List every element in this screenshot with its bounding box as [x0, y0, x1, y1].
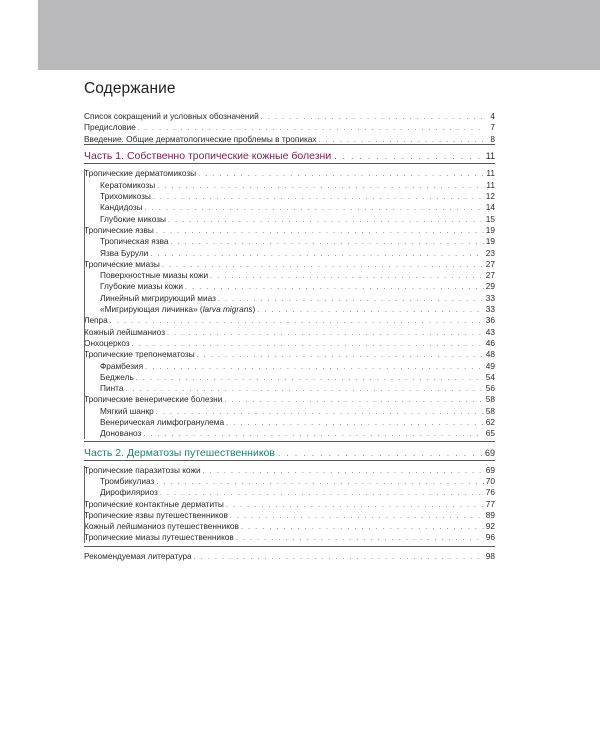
toc-entry[interactable]: [84, 258, 495, 270]
toc-entry-title: Трихомикозы: [100, 191, 151, 201]
toc-entry-page: 48: [485, 349, 495, 360]
section-rule: [84, 460, 495, 461]
toc-entry[interactable]: [84, 247, 495, 259]
toc-entry[interactable]: [84, 201, 495, 213]
toc-entry-page: 23: [485, 247, 495, 258]
toc-entry-title: Беджель: [100, 371, 134, 382]
toc-entry-page: 98: [485, 550, 495, 561]
toc-entry[interactable]: [84, 382, 495, 394]
toc-entry-title: Кератомикозы: [100, 179, 156, 190]
section-rule: [84, 144, 495, 145]
toc-entry[interactable]: [84, 110, 495, 122]
toc-entry-title: Тропические паразитозы кожи: [84, 464, 201, 475]
toc-entry[interactable]: [84, 235, 495, 247]
dot-leader: [143, 429, 483, 441]
toc-entry-title: Тропические трепонематозы: [84, 349, 195, 360]
toc-entry[interactable]: [84, 213, 495, 225]
toc-entry[interactable]: [84, 167, 495, 179]
toc-entry-title: Поверхностные миазы кожи: [100, 270, 209, 281]
part-title: Часть 2. Дерматозы путешественников: [84, 446, 275, 459]
toc-entry[interactable]: [84, 486, 495, 498]
toc-entry-page: 19: [485, 224, 495, 235]
toc-entry[interactable]: [84, 464, 495, 476]
toc-entry-title: Фрамбезия: [100, 360, 144, 371]
indent-guide: [84, 169, 85, 438]
toc-entry-title: Рекомендуемая литература: [84, 550, 192, 561]
part-page: 11: [485, 151, 495, 162]
toc-entry-page: 43: [485, 326, 495, 337]
toc-entry-title: Онхоцеркоз: [84, 337, 130, 348]
toc-entry-page: 33: [485, 304, 495, 314]
dot-leader: [236, 533, 484, 545]
toc-entry-page: 36: [485, 315, 495, 326]
toc-entry[interactable]: [84, 427, 495, 439]
toc-entry[interactable]: [84, 179, 495, 191]
toc-entry-title: Тропические контактные дерматиты: [84, 498, 224, 509]
toc-entry[interactable]: [84, 292, 495, 304]
toc-entry-page: 12: [485, 191, 495, 201]
toc-entry-title: Венерическая лимфогранулема: [100, 417, 225, 427]
toc-entry-page: 27: [485, 270, 495, 281]
toc-entry-title: Тропическая язва: [100, 236, 169, 247]
toc-entry[interactable]: [84, 550, 495, 562]
part-page: 69: [484, 447, 495, 458]
toc-entry[interactable]: [84, 337, 495, 349]
section-rule: [84, 441, 495, 442]
toc-entry-page: 27: [485, 258, 495, 269]
toc-entry-page: 15: [485, 213, 495, 224]
toc-entry-page: 19: [485, 236, 495, 247]
toc-entry-page: 58: [485, 405, 495, 416]
toc-entry-page: 58: [485, 394, 495, 405]
toc-entry-title: Список сокращений и условных обозначений: [84, 111, 259, 121]
toc-entry-title: Кандидозы: [100, 202, 143, 213]
toc-entry-page: 49: [485, 360, 495, 371]
toc-entry-title: «Мигрирующая личинка» (larva migrans): [100, 304, 256, 314]
toc-entry[interactable]: [84, 348, 495, 360]
toc-entry-title: Кожный лейшманиоз: [84, 326, 165, 337]
toc-entry[interactable]: [84, 360, 495, 372]
toc-entry[interactable]: [84, 224, 495, 236]
page-title: Содержание: [84, 80, 176, 97]
toc-entry-page: 11: [486, 168, 495, 179]
toc-entry-title: Линейный мигрирующий миаз: [100, 292, 216, 303]
section-rule: [84, 546, 495, 547]
toc-entry-page: 4: [490, 111, 495, 121]
toc-entry-page: 76: [485, 487, 495, 498]
toc-entry[interactable]: [84, 326, 495, 338]
toc-entry[interactable]: [84, 303, 495, 315]
toc-entry[interactable]: [84, 509, 495, 521]
indent-guide: [84, 466, 85, 543]
toc-entry-title: Тропические миазы: [84, 258, 160, 269]
toc-entry[interactable]: [84, 371, 495, 383]
toc-entry[interactable]: [84, 405, 495, 417]
toc-entry-title: Донованоз: [100, 428, 142, 439]
toc-entry[interactable]: [84, 520, 495, 532]
toc-entry-page: 65: [485, 428, 495, 439]
section-rule: [84, 163, 495, 164]
toc-entry-title: Мягкий шанкр: [100, 405, 154, 416]
toc-entry-page: 77: [485, 498, 495, 509]
header-band: [38, 0, 600, 70]
toc-entry-page: 54: [485, 371, 495, 382]
toc-entry-page: 69: [485, 464, 495, 475]
toc-entry-title: Тропические язвы путешественников: [84, 509, 228, 520]
toc-entry[interactable]: [84, 190, 495, 202]
toc-entry[interactable]: [84, 133, 495, 145]
toc-entry-title: Глубокие микозы: [100, 213, 167, 224]
toc-entry-title: Дирофиляриоз: [100, 487, 158, 498]
part-title: Часть 1. Собственно тропические кожные болезни: [84, 150, 332, 163]
toc-entry-page: 29: [485, 281, 495, 292]
toc-entry[interactable]: [84, 498, 495, 510]
toc-entry[interactable]: [84, 269, 495, 281]
toc-entry[interactable]: [84, 121, 495, 133]
part-heading[interactable]: [84, 445, 495, 461]
toc-entry-title: Пинта: [100, 383, 124, 394]
toc-entry-title: Предисловие: [84, 122, 136, 133]
toc-entry-page: 96: [485, 532, 495, 543]
toc-entry-title: Тропические язвы: [84, 224, 154, 235]
toc-entry-page: 70: [485, 475, 495, 486]
dot-leader: [194, 552, 484, 564]
toc-entry-title: Тропические венерические болезни: [84, 394, 223, 405]
toc-entry-title: Введение. Общие дерматологические проблемы в тропиках: [84, 133, 317, 144]
toc-entry[interactable]: [84, 475, 495, 487]
toc-entry-page: 14: [485, 202, 495, 213]
toc-entry-title: Кожный лейшманиоз путешественников: [84, 521, 239, 532]
toc-entry-page: 56: [485, 383, 495, 394]
toc-entry[interactable]: [84, 280, 495, 292]
toc-entry[interactable]: [84, 531, 495, 543]
toc-entry-title: Глубокие миазы кожи: [100, 281, 184, 292]
toc-entry-page: 33: [485, 292, 495, 303]
toc-entry[interactable]: [84, 314, 495, 326]
toc-entry-title: Тропические миазы путешественников: [84, 532, 234, 543]
toc-entry-title: Тромбикулиаз: [100, 475, 155, 486]
toc-entry-page: 62: [485, 417, 495, 427]
toc-entry-title: Тропические дерматомикозы: [84, 168, 197, 179]
toc-entry-page: 8: [490, 133, 495, 144]
part-heading[interactable]: [84, 148, 495, 164]
toc-entry-page: 11: [486, 179, 495, 190]
toc-entry[interactable]: [84, 416, 495, 428]
toc-entry-page: 46: [485, 337, 495, 348]
toc-entry-title: Язва Бурули: [100, 247, 149, 258]
toc-entry-page: 89: [485, 509, 495, 520]
toc-entry-title: Лепра: [84, 315, 108, 326]
toc-entry-page: 92: [485, 521, 495, 532]
toc-entry-page: 7: [490, 122, 495, 133]
toc-entry[interactable]: [84, 393, 495, 405]
